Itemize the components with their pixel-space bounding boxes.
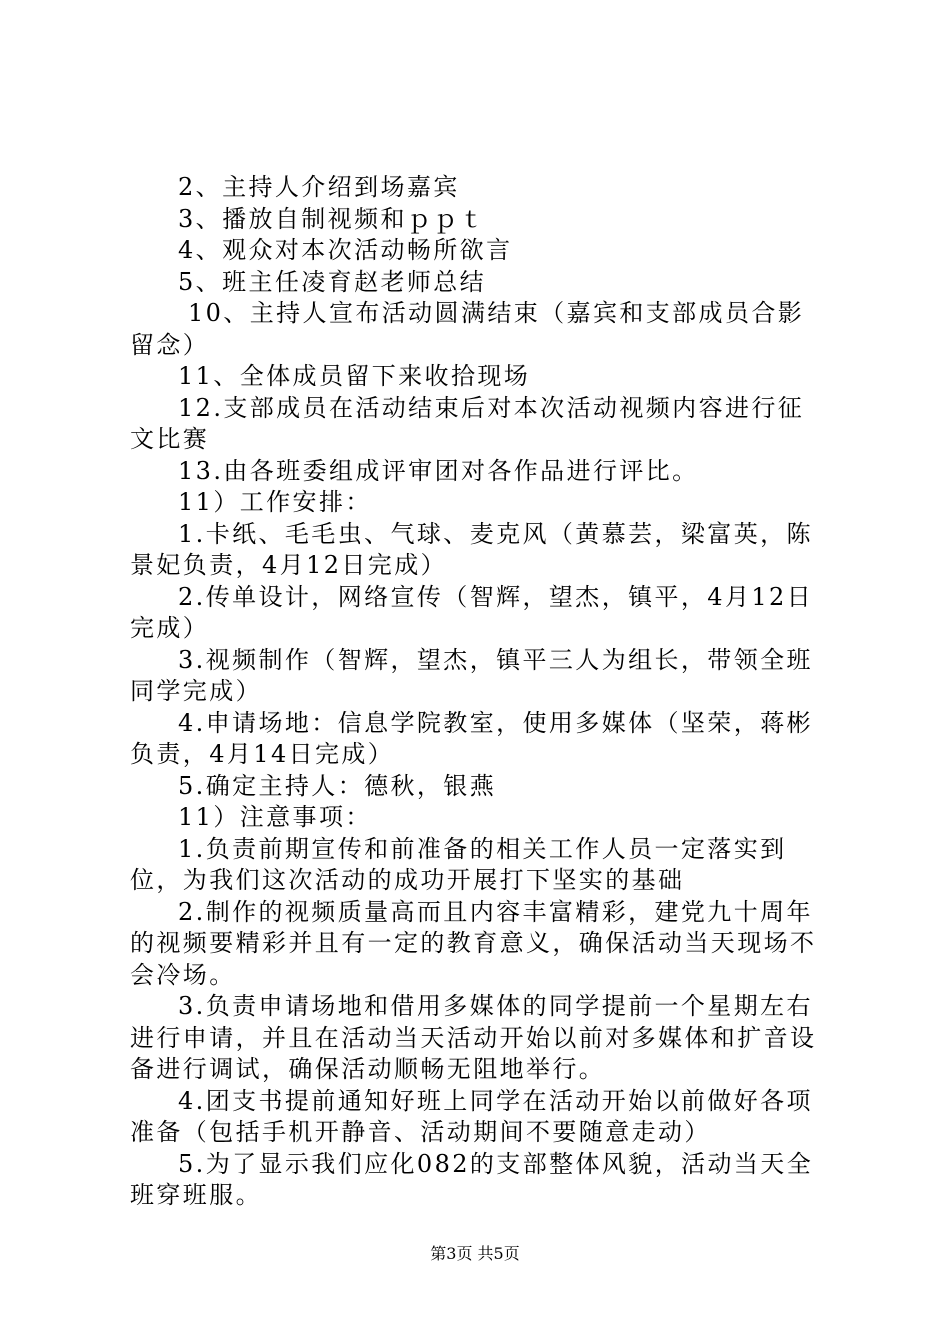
paragraph: 4.团支书提前通知好班上同学在活动开始以前做好各项准备（包括手机开静音、活动期间不要随意走动） xyxy=(130,1086,813,1146)
paragraph: 3、播放自制视频和ｐｐｔ xyxy=(178,204,487,233)
paragraph: 4、观众对本次活动畅所欲言 xyxy=(178,236,513,264)
page-footer xyxy=(0,1244,950,1264)
paragraph: 11、全体成员留下来收拾现场 xyxy=(178,362,531,390)
paragraph: 5、班主任凌育赵老师总结 xyxy=(178,267,487,296)
section-heading: 11）工作安排： xyxy=(178,488,372,516)
paragraph: 10、主持人宣布活动圆满结束（嘉宾和支部成员合影留念） xyxy=(130,299,805,359)
page-number-label: 第3页 共5页 xyxy=(430,1244,520,1263)
paragraph: 1.负责前期宣传和前准备的相关工作人员一定落实到位，为我们这次活动的成功开展打下坚实的基础 xyxy=(130,834,787,894)
paragraph: 12.支部成员在活动结束后对本次活动视频内容进行征文比赛 xyxy=(130,393,805,453)
section-heading: 11）注意事项： xyxy=(178,803,372,831)
document-body xyxy=(130,172,830,1212)
paragraph: 4.申请场地：信息学院教室，使用多媒体（坚荣，蒋彬负责，4月14日完成） xyxy=(130,708,813,768)
paragraph: 5.为了显示我们应化082的支部整体风貌，活动当天全班穿班服。 xyxy=(130,1149,814,1209)
paragraph: 2.传单设计，网络宣传（智辉，望杰，镇平，4月12日完成） xyxy=(130,582,814,642)
paragraph: 2.制作的视频质量高而且内容丰富精彩，建党九十周年的视频要精彩并且有一定的教育意义，确保活动当天现场不会冷场。 xyxy=(130,897,817,989)
paragraph: 3.视频制作（智辉，望杰，镇平三人为组长，带领全班同学完成） xyxy=(130,645,813,705)
paragraph: 5.确定主持人：德秋，银燕 xyxy=(178,771,497,800)
paragraph: 3.负责申请场地和借用多媒体的同学提前一个星期左右进行申请，并且在活动当天活动开始以前对多媒体和扩音设备进行调试，确保活动顺畅无阻地举行。 xyxy=(130,992,817,1083)
paragraph: 2、主持人介绍到场嘉宾 xyxy=(178,173,460,201)
paragraph: 1.卡纸、毛毛虫、气球、麦克风（黄慕芸，梁富英，陈景妃负责，4月12日完成） xyxy=(130,519,813,579)
paragraph: 13.由各班委组成评审团对各作品进行评比。 xyxy=(178,456,699,485)
